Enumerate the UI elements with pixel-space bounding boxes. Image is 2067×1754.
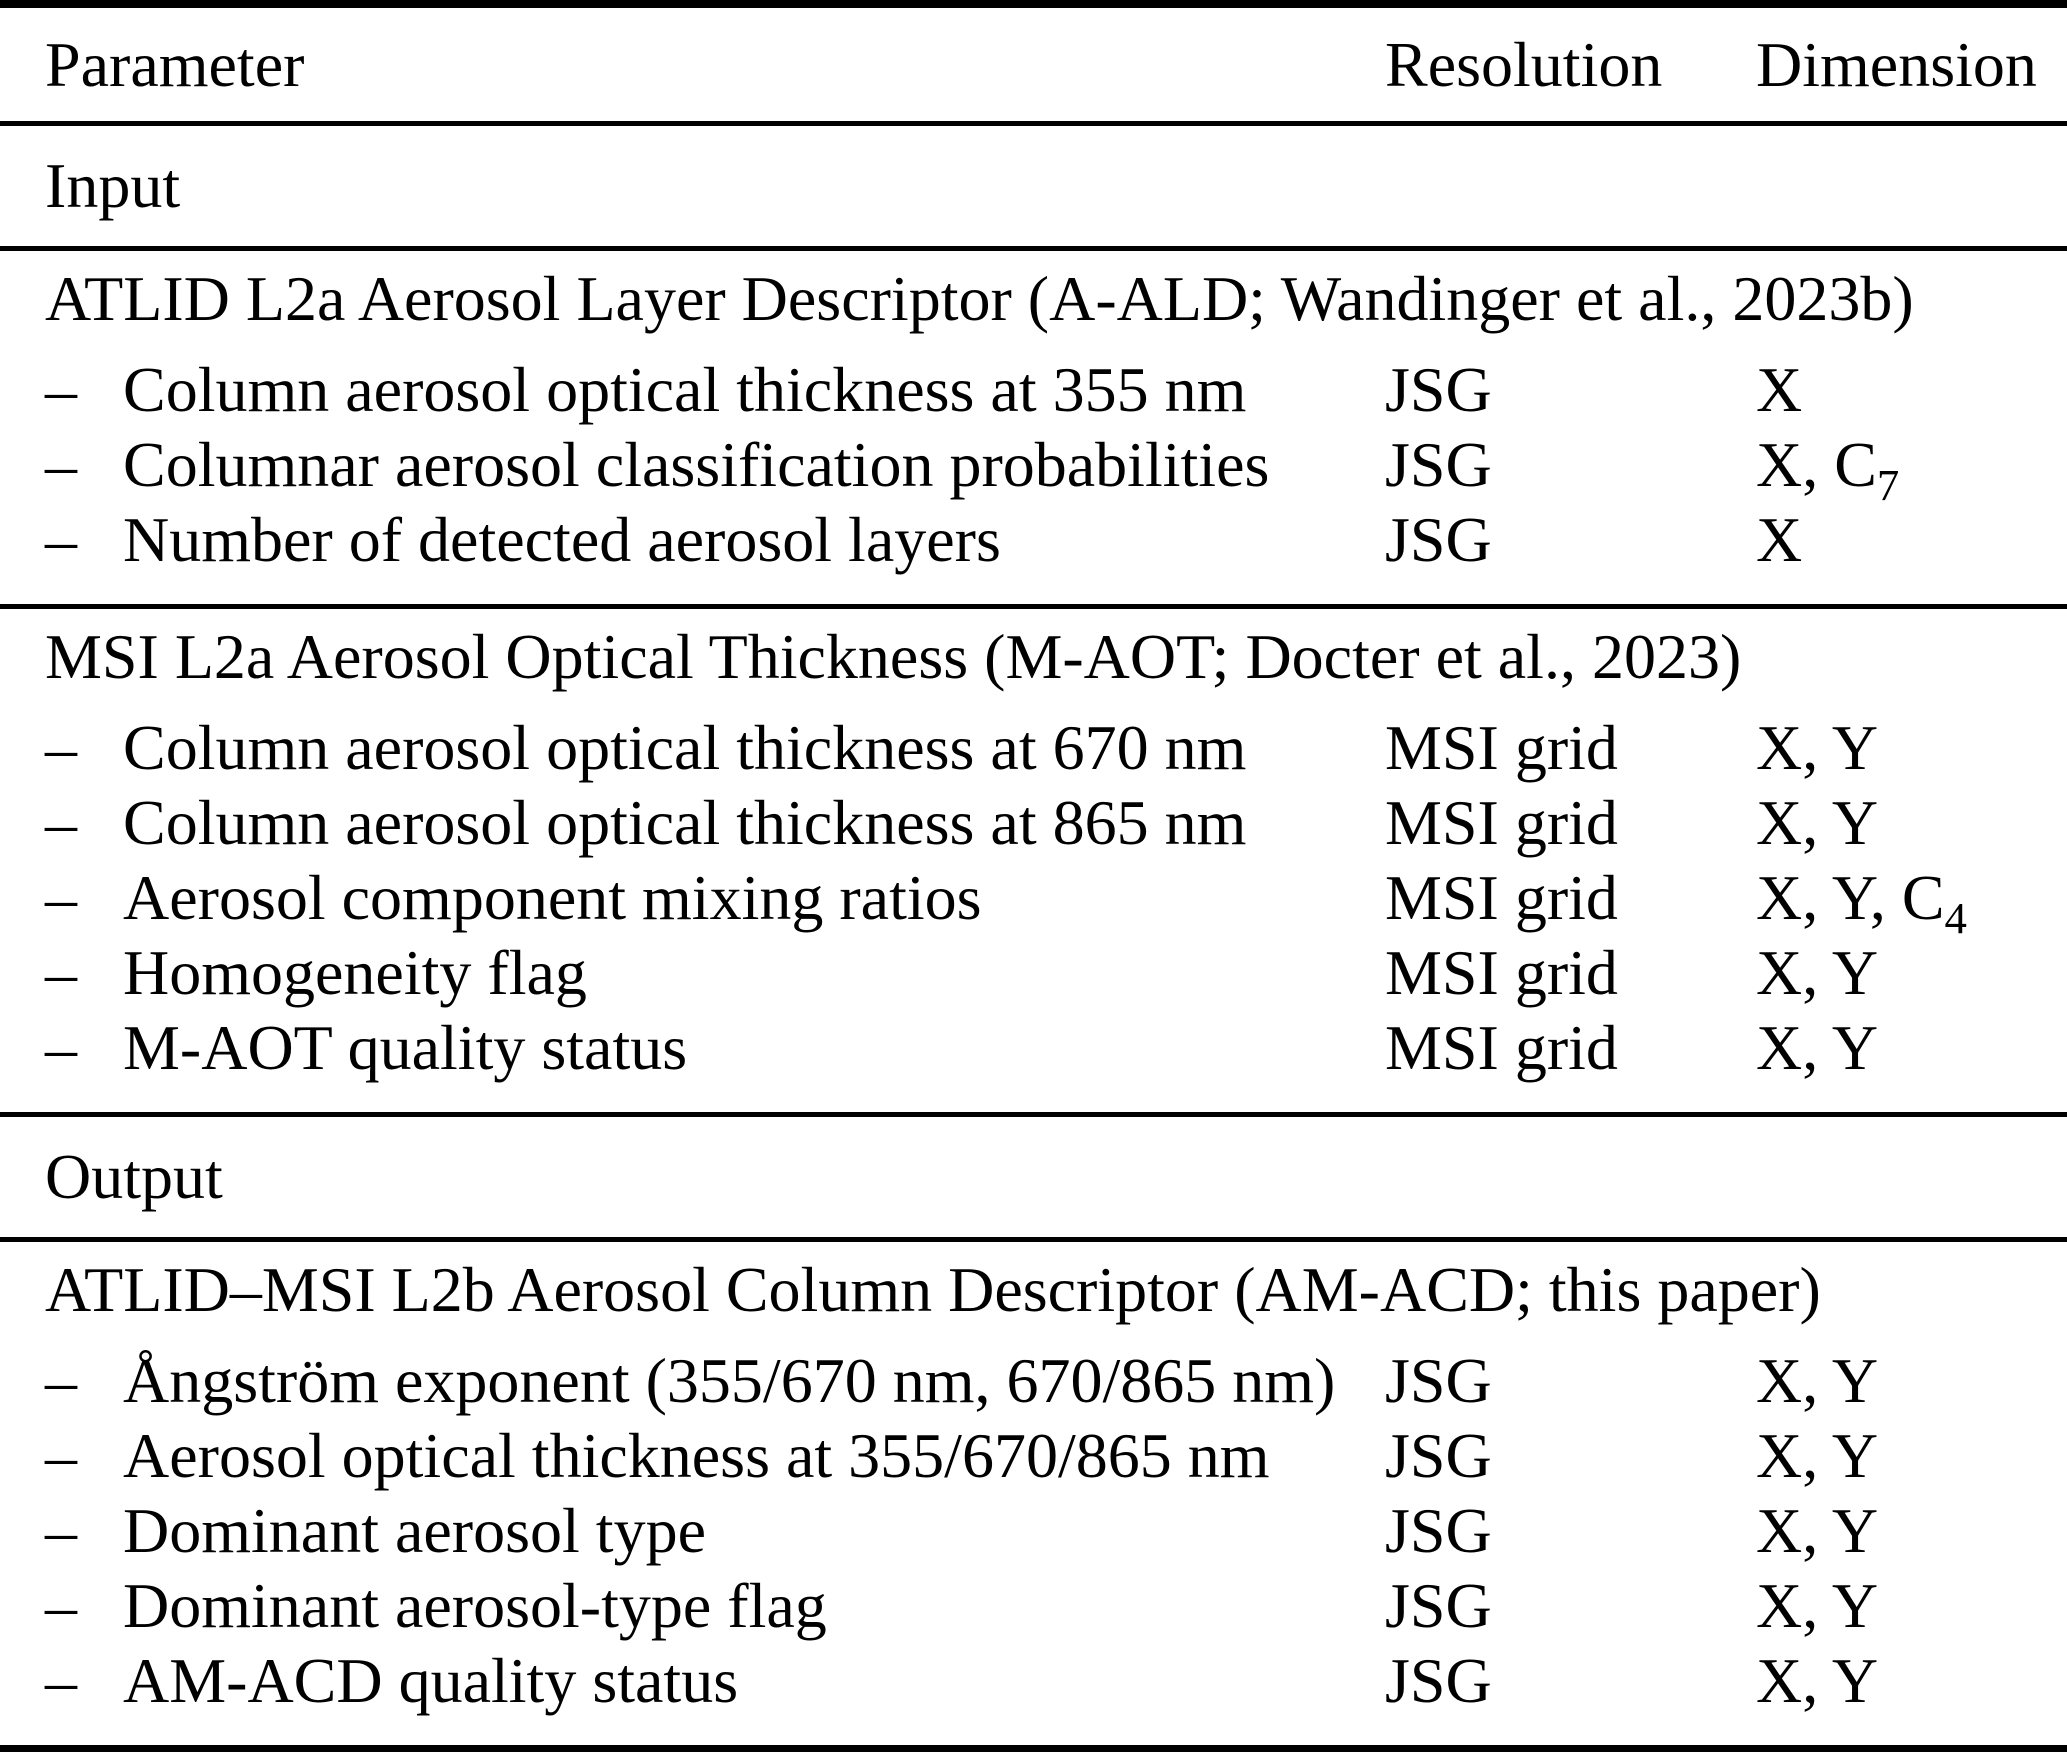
row-dash: – bbox=[45, 429, 77, 500]
group-label-input: Input bbox=[45, 150, 181, 221]
dimension-cell: X, Y bbox=[1756, 1495, 1879, 1566]
dimension-cell: X, Y bbox=[1756, 712, 1879, 783]
group-row-output bbox=[0, 1117, 2067, 1237]
resolution-cell: MSI grid bbox=[1385, 1012, 1618, 1083]
row-dash: – bbox=[45, 1645, 77, 1716]
row-dash: – bbox=[45, 1012, 77, 1083]
row-dash: – bbox=[45, 1495, 77, 1566]
table-row bbox=[0, 1568, 2067, 1643]
table-row bbox=[0, 935, 2067, 1010]
parameter-text: AM-ACD quality status bbox=[123, 1645, 739, 1716]
parameter-cell bbox=[45, 1010, 1385, 1085]
dimension-cell: X bbox=[1756, 354, 1803, 425]
row-dash: – bbox=[45, 354, 77, 425]
resolution-cell: JSG bbox=[1385, 1495, 1492, 1566]
parameter-cell bbox=[45, 710, 1385, 785]
table-row bbox=[0, 1493, 2067, 1568]
table-row bbox=[0, 1643, 2067, 1718]
parameter-cell bbox=[45, 785, 1385, 860]
table-row bbox=[0, 710, 2067, 785]
column-header-parameter: Parameter bbox=[45, 28, 305, 100]
dimension-cell: X, Y bbox=[1756, 937, 1879, 1008]
table-header-row bbox=[0, 8, 2067, 121]
table-row bbox=[0, 785, 2067, 860]
resolution-cell: JSG bbox=[1385, 1570, 1492, 1641]
parameter-text: Ångström exponent (355/670 nm, 670/865 nm) bbox=[123, 1345, 1336, 1416]
dimension-cell: X, $C_7$ bbox=[1756, 429, 1900, 510]
resolution-cell: MSI grid bbox=[1385, 787, 1618, 858]
section-atlid-l2a bbox=[0, 251, 2067, 604]
resolution-cell: JSG bbox=[1385, 1420, 1492, 1491]
section-header: MSI L2a Aerosol Optical Thickness (M-AOT; Docter et al., 2023) bbox=[45, 621, 1742, 692]
dimension-cell: X, Y bbox=[1756, 787, 1879, 858]
parameter-text: Column aerosol optical thickness at 670 nm bbox=[123, 712, 1247, 783]
dimension-cell: X, Y bbox=[1756, 1570, 1879, 1641]
parameter-text: Column aerosol optical thickness at 865 nm bbox=[123, 787, 1247, 858]
table-row bbox=[0, 427, 2067, 510]
row-dash: – bbox=[45, 937, 77, 1008]
parameter-text: Columnar aerosol classification probabilities bbox=[123, 429, 1270, 500]
section-header: ATLID–MSI L2b Aerosol Column Descriptor (AM-ACD; this paper) bbox=[45, 1254, 1821, 1325]
parameter-cell bbox=[45, 1643, 1385, 1718]
parameter-text: Homogeneity flag bbox=[123, 937, 587, 1008]
row-dash: – bbox=[45, 712, 77, 783]
section-msi-l2a bbox=[0, 609, 2067, 1112]
dimension-cell: X, Y bbox=[1756, 1645, 1879, 1716]
row-dash: – bbox=[45, 504, 77, 575]
parameter-text: Aerosol component mixing ratios bbox=[123, 862, 982, 933]
parameter-text: Dominant aerosol type bbox=[123, 1495, 706, 1566]
dimension-cell: X, Y bbox=[1756, 1420, 1879, 1491]
row-dash: – bbox=[45, 862, 77, 933]
table-row bbox=[0, 1418, 2067, 1493]
parameter-cell bbox=[45, 1418, 1385, 1493]
section-header: ATLID L2a Aerosol Layer Descriptor (A-ALD; Wandinger et al., 2023b) bbox=[45, 263, 1914, 334]
table-row bbox=[0, 1010, 2067, 1085]
parameter-cell bbox=[45, 502, 1385, 577]
parameter-cell bbox=[45, 352, 1385, 427]
parameter-text: Number of detected aerosol layers bbox=[123, 504, 1001, 575]
row-dash: – bbox=[45, 787, 77, 858]
resolution-cell: JSG bbox=[1385, 504, 1492, 575]
column-header-dimension: Dimension bbox=[1756, 28, 2037, 100]
table-row bbox=[0, 502, 2067, 577]
column-header-resolution: Resolution bbox=[1385, 28, 1663, 100]
row-dash: – bbox=[45, 1420, 77, 1491]
group-row-input bbox=[0, 126, 2067, 246]
table-row bbox=[0, 860, 2067, 943]
parameter-cell bbox=[45, 860, 1385, 935]
group-label-output: Output bbox=[45, 1141, 223, 1212]
parameter-text: M-AOT quality status bbox=[123, 1012, 688, 1083]
table-bottom-rule bbox=[0, 1745, 2067, 1752]
row-dash: – bbox=[45, 1345, 77, 1416]
resolution-cell: JSG bbox=[1385, 1345, 1492, 1416]
parameter-text: Aerosol optical thickness at 355/670/865 nm bbox=[123, 1420, 1270, 1491]
resolution-cell: MSI grid bbox=[1385, 712, 1618, 783]
table-row bbox=[0, 1343, 2067, 1418]
resolution-cell: JSG bbox=[1385, 429, 1492, 500]
table-top-rule bbox=[0, 0, 2067, 8]
parameter-cell bbox=[45, 1568, 1385, 1643]
parameter-cell bbox=[45, 427, 1385, 502]
parameter-text: Column aerosol optical thickness at 355 nm bbox=[123, 354, 1247, 425]
table-row bbox=[0, 352, 2067, 427]
dimension-cell: X, Y bbox=[1756, 1012, 1879, 1083]
parameter-cell bbox=[45, 935, 1385, 1010]
dimension-cell: X bbox=[1756, 504, 1803, 575]
section-am-acd bbox=[0, 1242, 2067, 1745]
resolution-cell: JSG bbox=[1385, 354, 1492, 425]
resolution-cell: JSG bbox=[1385, 1645, 1492, 1716]
resolution-cell: MSI grid bbox=[1385, 862, 1618, 933]
row-dash: – bbox=[45, 1570, 77, 1641]
parameter-cell bbox=[45, 1343, 1385, 1418]
parameter-text: Dominant aerosol-type flag bbox=[123, 1570, 827, 1641]
resolution-cell: MSI grid bbox=[1385, 937, 1618, 1008]
dimension-cell: X, Y, $C_4$ bbox=[1756, 862, 1967, 943]
dimension-cell: X, Y bbox=[1756, 1345, 1879, 1416]
parameter-cell bbox=[45, 1493, 1385, 1568]
